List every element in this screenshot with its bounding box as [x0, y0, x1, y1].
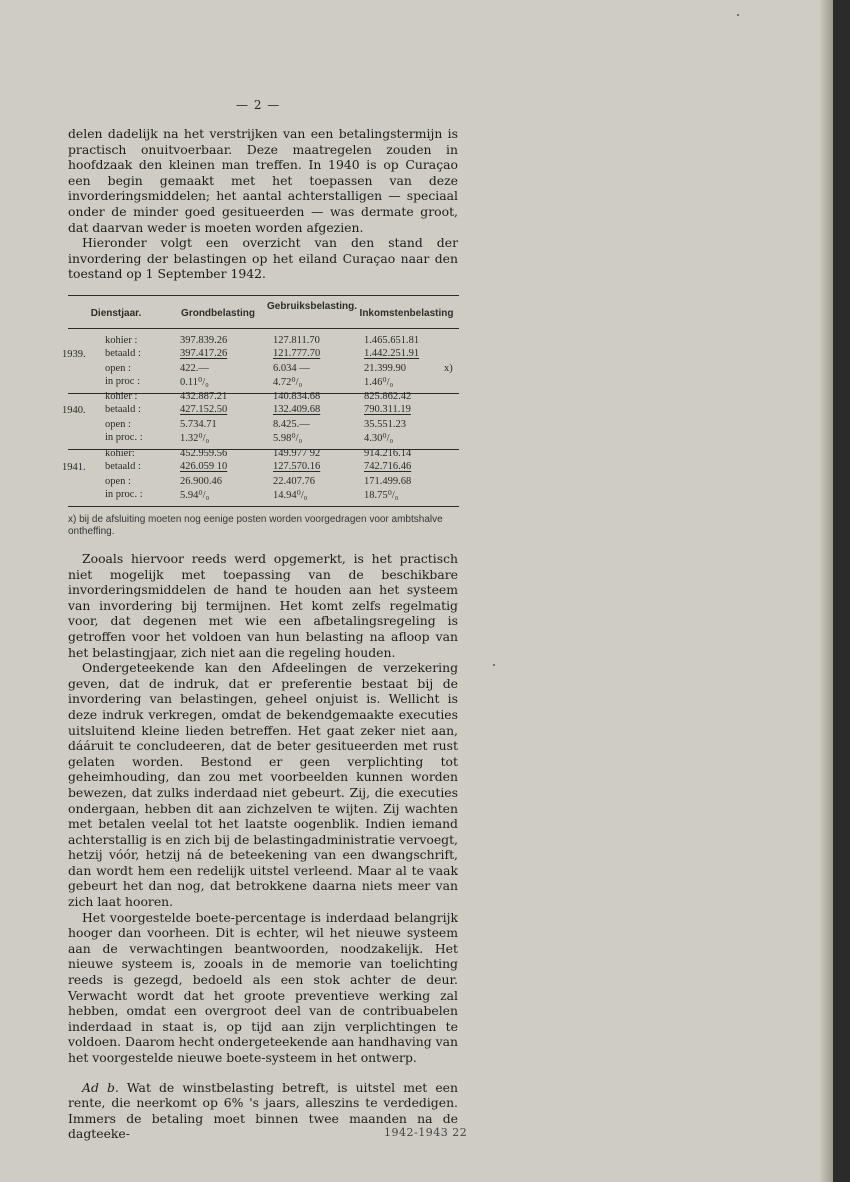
table-cell-gebruik: 5.98⁰/₀	[273, 432, 303, 444]
row-label: betaald :	[105, 460, 141, 472]
table-cell-grond: 432.887.21	[180, 391, 228, 402]
paper-speck	[493, 664, 495, 666]
paragraph-penalty: Het voorgestelde boete-percentage is inderdaad belangrijk hooger dan voorheen. Dit is echter, wil het nieuwe systeem aan de verwachtingen beantwoorden, noodzakelijk. Het nieuwe systeem is, zooals in de memorie van toelichting reeds is gezegd, bedoeld als een stok achter de deur. Verwacht wordt dat het groote preventieve werking zal hebben, omdat een overgroot deel van de contribuabelen inderdaad in staat is, op tijd aan zijn verplichtingen te voldoen. Daarom hecht ondergeteekende aan handhaving van het voorgestelde nieuwe boete-systeem in het ontwerp.	[68, 909, 459, 1065]
table-cell-grond: 5.734.71	[180, 419, 217, 431]
year-label: 1939.	[62, 348, 86, 360]
table-cell-inkomsten: 4.30⁰/₀	[364, 432, 394, 444]
table-cell-grond: 426.059 10	[180, 460, 228, 472]
table-cell-inkomsten: 171.499.68	[364, 476, 412, 488]
header-bottom-rule	[68, 328, 459, 329]
table-cell-grond: 26.900.46	[180, 476, 222, 488]
table-cell-grond: 427.152.50	[180, 403, 228, 415]
row-label: betaald :	[105, 403, 141, 415]
row-label: open :	[105, 419, 131, 431]
table-cell-inkomsten: 35.551.23	[364, 419, 406, 431]
table-cell-inkomsten: 1.46⁰/₀	[364, 376, 394, 388]
table-cell-inkomsten: 1.465.651.81	[364, 335, 420, 346]
row-label: in proc :	[105, 375, 140, 387]
year-label: 1941.	[62, 461, 86, 473]
table-cell-grond: 422.—	[180, 363, 209, 375]
ad-b-label: Ad b.	[82, 1079, 119, 1095]
table-cell-gebruik: 6.034 —	[273, 363, 310, 375]
paper-speck	[737, 14, 739, 16]
table-cell-grond: 5.94⁰/₀	[180, 489, 210, 501]
table-cell-gebruik: 149.977 92	[273, 448, 321, 459]
table-cell-grond: 452.959.56	[180, 448, 228, 459]
table-cell-grond: 397.839.26	[180, 335, 228, 346]
table-cell-gebruik: 132.409.68	[273, 403, 321, 415]
year-separator-rule	[68, 506, 459, 507]
table-cell-gebruik: 121.777.70	[273, 347, 321, 359]
row-label: kohier :	[105, 391, 138, 402]
paragraph-preference: Ondergeteekende kan den Afdeelingen de verzekering geven, dat de indruk, dat er preferentie bestaat bij de invordering van belastingen, geheel onjuist is. Wellicht is deze indruk verkregen, omdat de bekendgemaakte executies uitsluitend kleine lieden betreffen. Het gaat zeker niet aan, dááruit te concludeeren, dat de beter gesitueerden met rust gelaten worden. Bestond er geen verplichting tot geheimhouding, dan zou met voorbeelden kunnen worden bewezen, dat zulks inderdaad niet gebeurt. Zij, die executies ondergaan, hebben dit aan zichzelven te wijten. Zij wachten met betalen veelal tot het laatste oogenblik. Indien iemand achterstallig is en zich bij de belastingadministratie vervoegt, hetzij vóór, hetzij ná de beteekening van een dwangschrift, dan wordt hem een redelijk uitstel verleend. Maar al te vaak gebeurt het dan nog, dat betrokkene daarna niets meer van zich laat hooren.	[68, 660, 458, 910]
table-cell-grond: 0.11⁰/₀	[180, 376, 209, 388]
table-cell-gebruik: 127.811.70	[273, 335, 320, 346]
table-cell-gebruik: 8.425.—	[273, 419, 310, 431]
header-grondbelasting: Grondbelasting	[181, 308, 255, 319]
row-label: in proc. :	[105, 431, 143, 443]
paragraph-intro: delen dadelijk na het verstrijken van een betalingstermijn is practisch onuitvoerbaar. Deze maatregelen zouden in hoofdzaak den kleinen man treffen. In 1940 is op Curaçao een begin gemaakt met het toepassen van deze invorderingsmiddelen; het aantal achterstalligen — speciaal onder de minder goed gesitueerden — was dermate groot, dat daarvan weder is moeten worden afgezien.	[68, 126, 458, 235]
body-section-top	[68, 126, 458, 282]
row-label: open :	[105, 476, 131, 488]
table-top-rule	[68, 295, 459, 296]
table-cell-inkomsten: 914.216.14	[364, 448, 412, 459]
table-cell-grond: 397.417.26	[180, 347, 228, 359]
table-cell-inkomsten: 21.399.90	[364, 363, 406, 375]
header-gebruiksbelasting: Gebruiksbelasting.	[266, 301, 358, 312]
ad-b-text: Wat de winstbelasting betreft, is uitstel met een rente, die neerkomt op 6% 's jaars, alleszins te verdedigen. Immers de betaling moet binnen twee maanden na de dagteeke-	[68, 1079, 458, 1142]
row-label: betaald :	[105, 347, 141, 359]
paragraph-practical: Zooals hiervoor reeds werd opgemerkt, is het practisch niet mogelijk met toepassing van de beschikbare invorderingsmiddelen de hand te houden aan het systeem van invordering bij termijnen. Het komt zelfs regelmatig voor, dat degenen met wie een afbetalingsregeling is getroffen voor het voldoen van hun belasting na afloop van het belastingjaar, zich niet aan die regeling houden.	[68, 551, 458, 660]
row-label: in proc. :	[105, 488, 143, 500]
paragraph-overview: Hieronder volgt een overzicht van den stand der invordering der belastingen op het eiland Curaçao naar den toestand op 1 September 1942.	[68, 235, 458, 282]
table-cell-gebruik: 4.72⁰/₀	[273, 376, 303, 388]
header-inkomstenbelasting: Inkomstenbelasting	[359, 308, 454, 319]
header-dienstjaar: Dienstjaar.	[90, 308, 142, 319]
table-cell-grond: 1.32⁰/₀	[180, 432, 210, 444]
table-footnote: x) bij de afsluiting moeten nog eenige posten worden voorgedragen voor ambtshalve ontheffing.	[68, 514, 443, 537]
table-cell-inkomsten: 1.442.251.91	[364, 347, 420, 359]
row-label: kohier:	[105, 448, 135, 459]
table-cell-inkomsten: 790.311.19	[364, 403, 411, 415]
row-label: open :	[105, 363, 131, 375]
table-cell-gebruik: 127.570.16	[273, 460, 321, 472]
footnote-marker: x)	[444, 363, 453, 375]
table-cell-inkomsten: 825.862.42	[364, 391, 412, 402]
page-footer-code: 1942-1943 22	[384, 1126, 468, 1139]
table-cell-inkomsten: 18.75⁰/₀	[364, 489, 399, 501]
page-number: — 2 —	[236, 98, 281, 112]
table-cell-inkomsten: 742.716.46	[364, 460, 412, 472]
year-label: 1940.	[62, 404, 86, 416]
table-cell-gebruik: 14.94⁰/₀	[273, 489, 308, 501]
row-label: kohier :	[105, 335, 138, 346]
table-cell-gebruik: 22.407.76	[273, 476, 315, 488]
body-section-bottom	[68, 551, 458, 1142]
table-cell-gebruik: 140.834.68	[273, 391, 321, 402]
